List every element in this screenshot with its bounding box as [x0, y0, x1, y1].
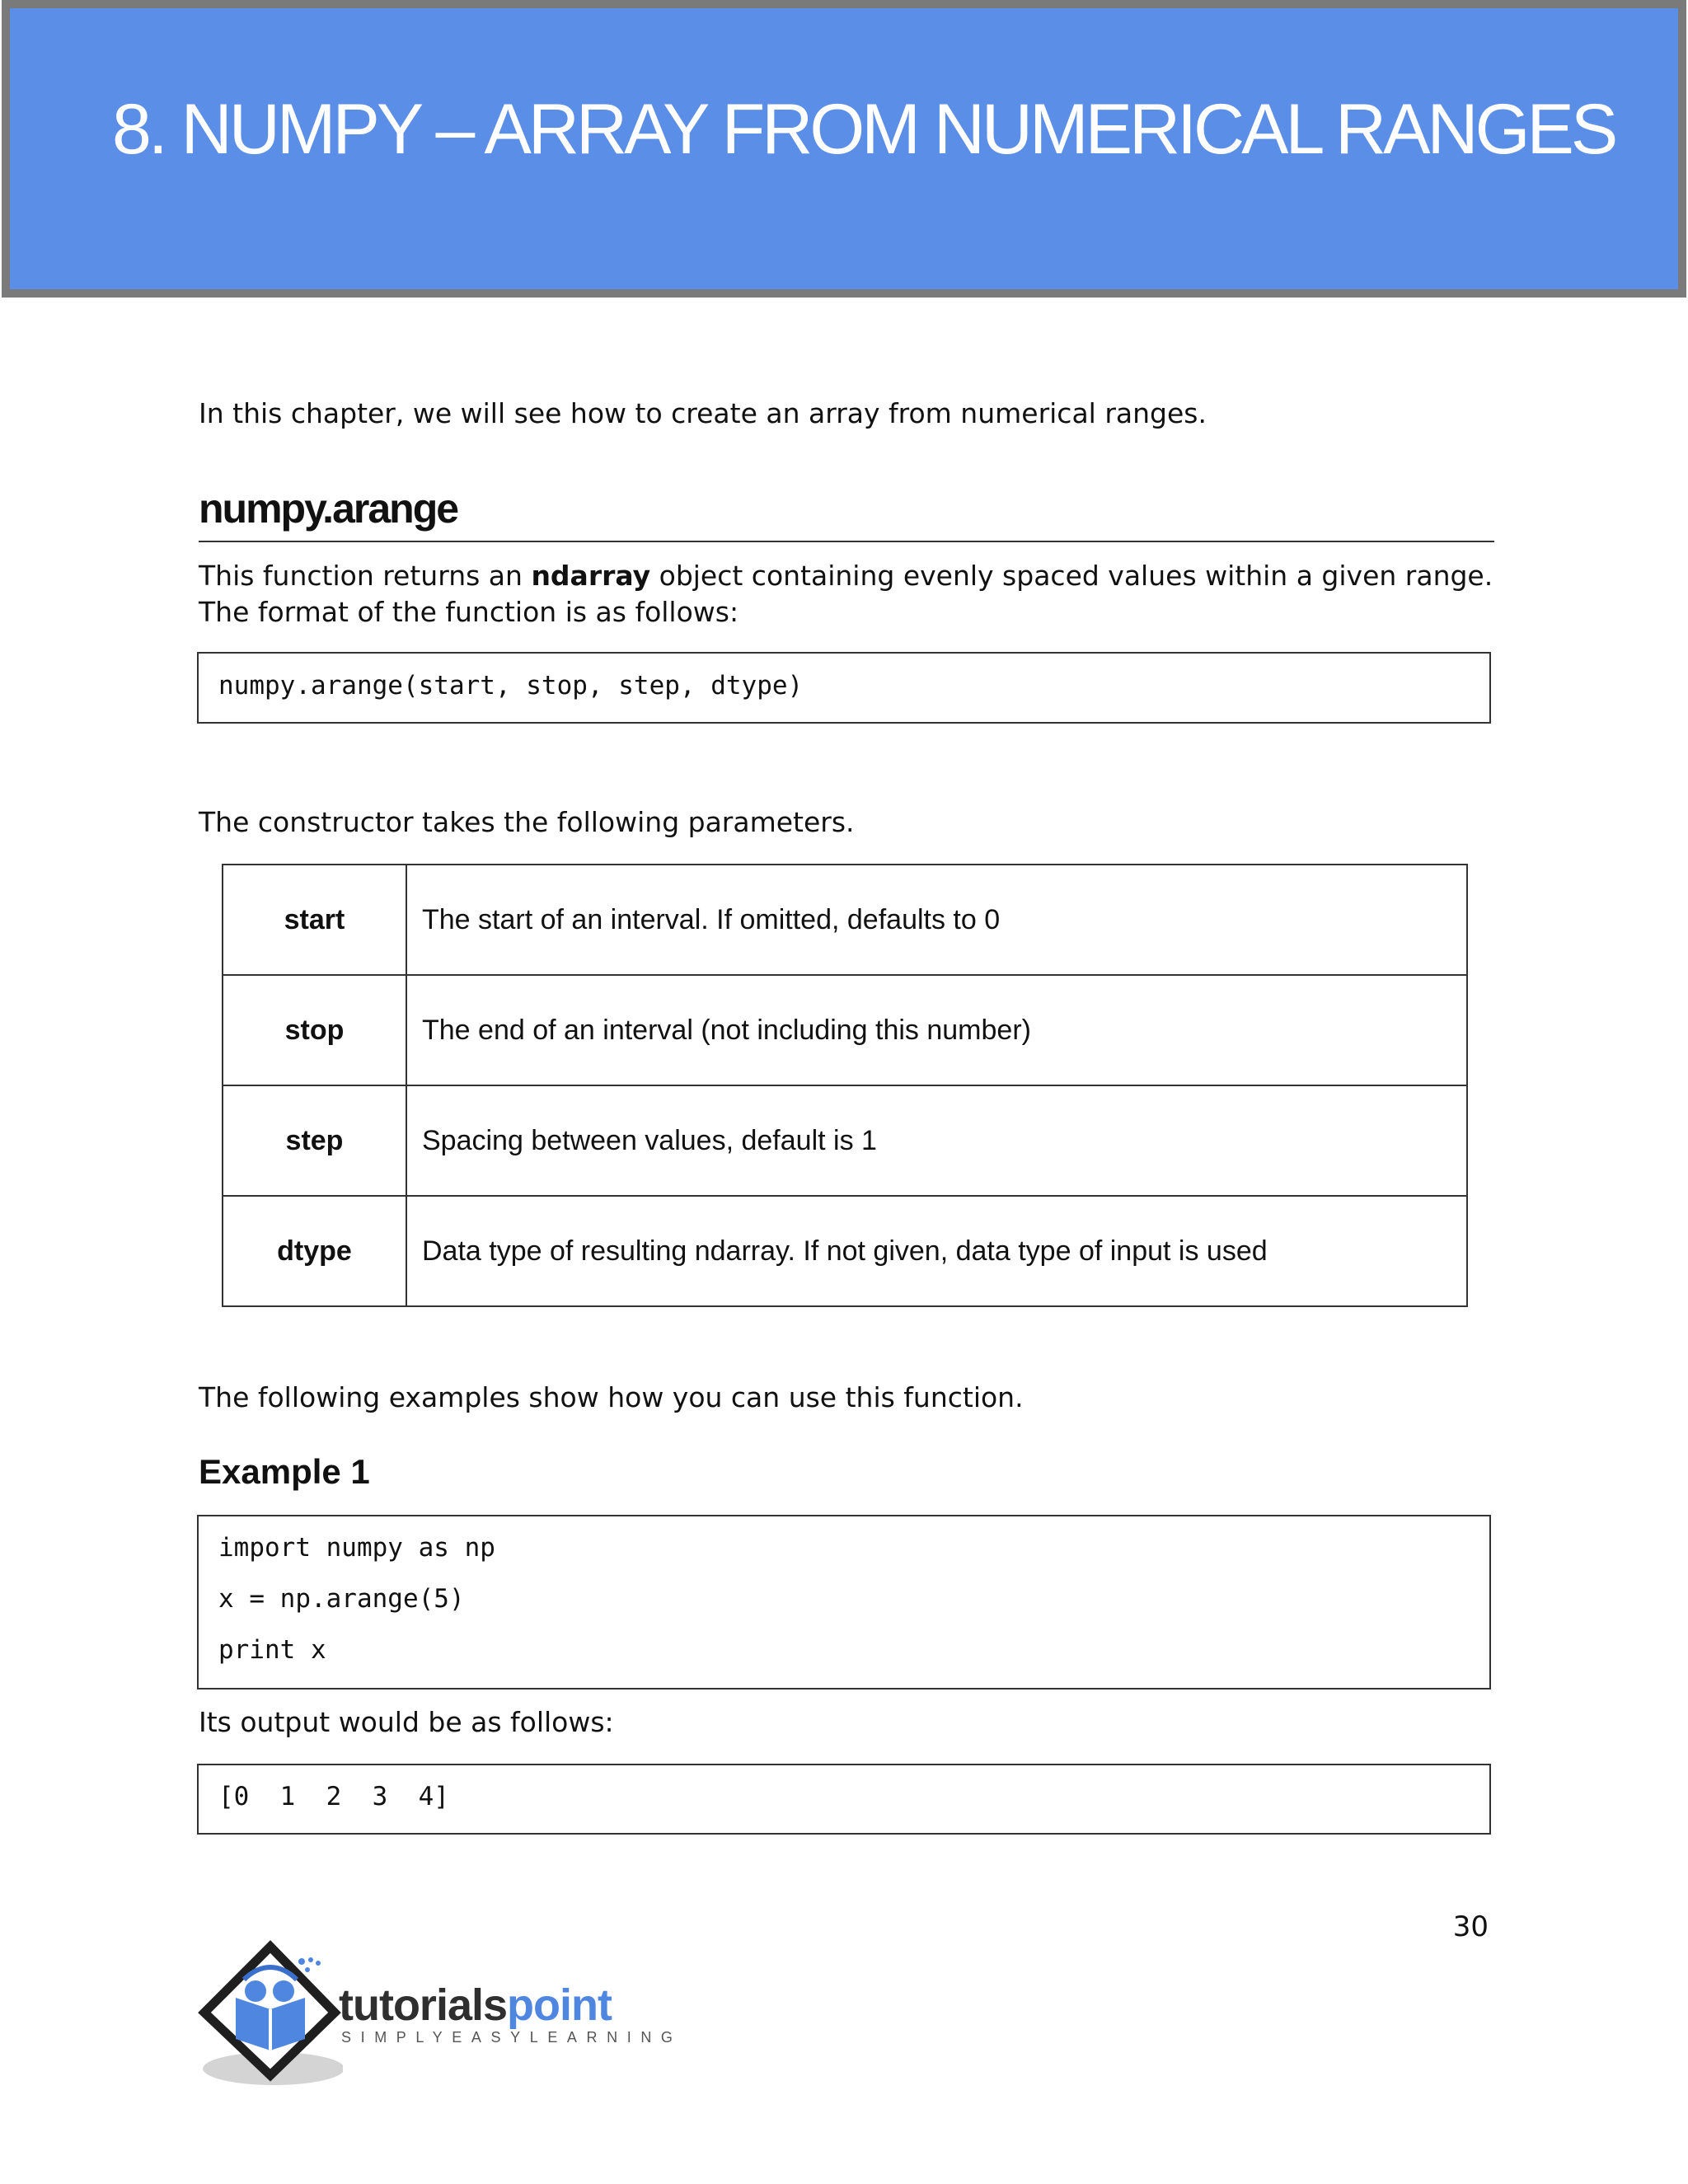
example-heading: Example 1	[199, 1452, 370, 1491]
table-row	[223, 1085, 1467, 1196]
param-name-cell: dtype	[223, 1196, 406, 1306]
chapter-title: 8. NUMPY – ARRAY FROM NUMERICAL RANGES	[112, 90, 1615, 169]
param-desc-cell: Spacing between values, default is 1	[406, 1085, 1467, 1196]
logo-text-blue: point	[507, 1980, 612, 2030]
description-prefix: This function returns an	[199, 560, 532, 592]
examples-intro: The following examples show how you can use this function.	[199, 1381, 1024, 1413]
table-row	[223, 1196, 1467, 1306]
intro-paragraph: In this chapter, we will see how to create an array from numerical ranges.	[199, 397, 1207, 429]
code-line: print x	[218, 1635, 326, 1665]
description-suffix: object containing evenly spaced values within a given range.	[650, 560, 1493, 592]
table-row	[223, 975, 1467, 1085]
section-heading-text: numpy.arange	[199, 485, 458, 532]
example-code-box	[197, 1515, 1491, 1690]
param-name-cell: stop	[223, 975, 406, 1085]
table-row	[223, 865, 1467, 975]
description-bold-term: ndarray	[531, 560, 651, 592]
param-name-cell: step	[223, 1085, 406, 1196]
signature-code: numpy.arange(start, stop, step, dtype)	[218, 671, 804, 701]
code-line: import numpy as np	[218, 1533, 495, 1563]
output-code: [0 1 2 3 4]	[218, 1782, 449, 1811]
logo-text-dark: tutorials	[339, 1980, 508, 2030]
output-code-box	[197, 1764, 1491, 1835]
parameters-table	[222, 864, 1468, 1307]
logo-tagline: SIMPLYEASYLEARNING	[341, 2029, 682, 2046]
param-desc-cell: The end of an interval (not including this number)	[406, 975, 1467, 1085]
function-description	[199, 558, 1493, 594]
params-intro: The constructor takes the following parameters.	[199, 806, 855, 838]
output-intro: Its output would be as follows:	[199, 1706, 614, 1738]
section-heading	[199, 485, 1494, 542]
param-desc-cell: Data type of resulting ndarray. If not given, data type of input is used	[406, 1196, 1467, 1306]
logo-wordmark	[339, 1980, 612, 2031]
param-name-cell: start	[223, 865, 406, 975]
tutorialspoint-book-logo-icon	[195, 1938, 343, 2095]
param-desc-cell: The start of an interval. If omitted, defaults to 0	[406, 865, 1467, 975]
signature-code-box	[197, 652, 1491, 724]
tutorialspoint-logo	[195, 1938, 689, 2095]
function-format-line: The format of the function is as follows:	[199, 596, 739, 628]
code-line: x = np.arange(5)	[218, 1584, 465, 1614]
page-number: 30	[1452, 1910, 1489, 1943]
